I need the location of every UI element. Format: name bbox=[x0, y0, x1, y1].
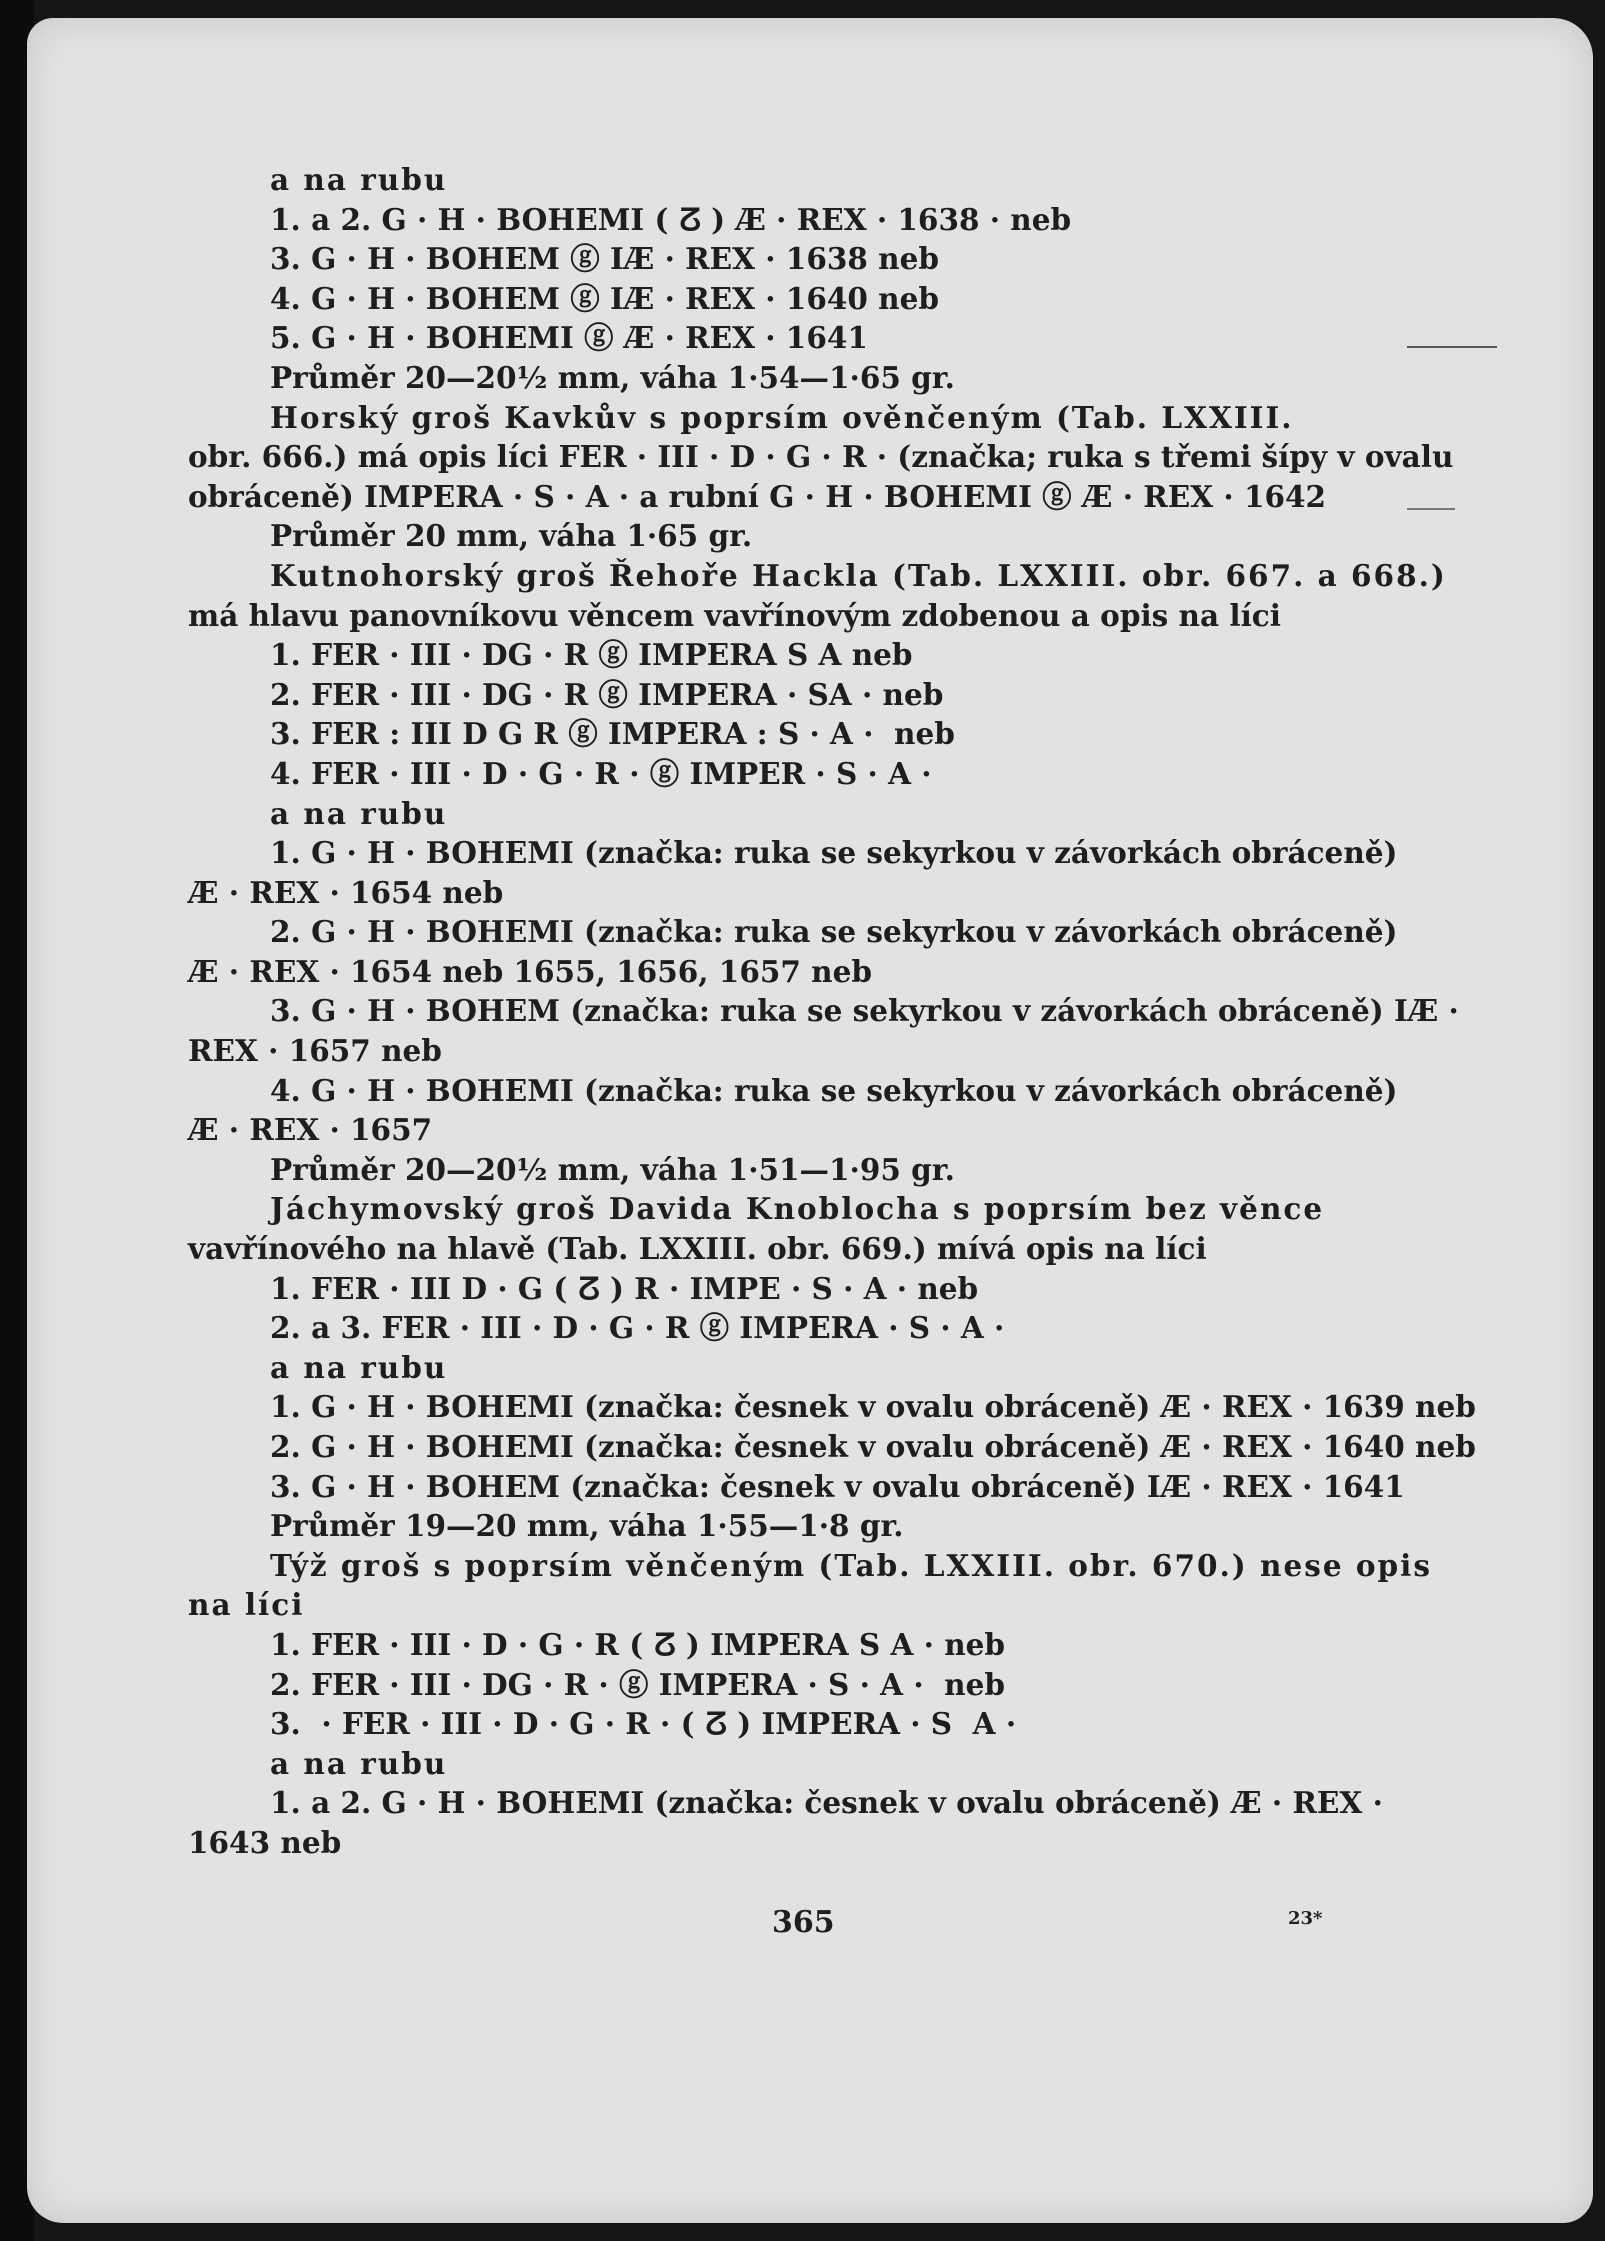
text-line: 3. G · H · BOHEM (značka: ruka se sekyrkou v závorkách obráceně) IÆ · bbox=[270, 993, 1459, 1029]
text-line: 3. FER : III D G R ⓖ IMPERA : S · A · neb bbox=[270, 716, 955, 752]
text-line: Týž groš s poprsím věnčeným (Tab. LXXIII. obr. 670.) nese opis bbox=[270, 1547, 1432, 1583]
text-line: 1. a 2. G · H · BOHEMI ( ⵒ ) Æ · REX · 1638 · neb bbox=[270, 201, 1072, 237]
text-line: Průměr 20 mm, váha 1·65 gr. bbox=[270, 518, 753, 554]
text-line: 3. G · H · BOHEM (značka: česnek v ovalu obráceně) IÆ · REX · 1641 bbox=[270, 1468, 1405, 1504]
margin-rule bbox=[1407, 508, 1455, 510]
text-line: Horský groš Kavkův s poprsím ověnčeným (Tab. LXXIII. bbox=[270, 399, 1294, 435]
text-line: obr. 666.) má opis líci FER · III · D · G · R · (značka; ruka s třemi šípy v ovalu bbox=[188, 439, 1454, 475]
text-line: 2. G · H · BOHEMI (značka: ruka se sekyrkou v závorkách obráceně) bbox=[270, 914, 1398, 950]
text-line: Průměr 20—20½ mm, váha 1·54—1·65 gr. bbox=[270, 359, 955, 395]
text-line: 1643 neb bbox=[188, 1824, 342, 1860]
text-line: REX · 1657 neb bbox=[188, 1033, 442, 1069]
text-line: a na rubu bbox=[270, 162, 448, 197]
text-line: Æ · REX · 1657 bbox=[188, 1112, 433, 1148]
text-line: má hlavu panovníkovu věncem vavřínovým zdobenou a opis na líci bbox=[188, 597, 1281, 633]
text-line: 2. FER · III · DG · R · ⓖ IMPERA · S · A · neb bbox=[270, 1666, 1005, 1702]
text-line: a na rubu bbox=[270, 1349, 448, 1385]
text-line: 1. FER · III · D · G · R ( ⵒ ) IMPERA S A · neb bbox=[270, 1626, 1006, 1662]
text-line: 4. G · H · BOHEMI (značka: ruka se sekyrkou v závorkách obráceně) bbox=[270, 1072, 1398, 1108]
text-line: 5. G · H · BOHEMI ⓖ Æ · REX · 1641 bbox=[270, 320, 868, 356]
text-line: 2. a 3. FER · III · D · G · R ⓖ IMPERA · S · A · bbox=[270, 1310, 1005, 1346]
text-line: 2. FER · III · DG · R ⓖ IMPERA · SA · neb bbox=[270, 676, 944, 712]
text-line: 1. G · H · BOHEMI (značka: česnek v ovalu obráceně) Æ · REX · 1639 neb bbox=[270, 1389, 1476, 1425]
text-line: a na rubu bbox=[270, 795, 448, 831]
text-line: Kutnohorský groš Řehoře Hackla (Tab. LXXIII. obr. 667. a 668.) bbox=[270, 557, 1447, 593]
text-line: Průměr 19—20 mm, váha 1·55—1·8 gr. bbox=[270, 1508, 904, 1544]
text-line: vavřínového na hlavě (Tab. LXXIII. obr. 669.) mívá opis na líci bbox=[188, 1231, 1207, 1267]
text-line: a na rubu bbox=[270, 1745, 448, 1781]
text-line: Æ · REX · 1654 neb 1655, 1656, 1657 neb bbox=[188, 953, 873, 989]
text-line: 1. FER · III D · G ( ⵒ ) R · IMPE · S · A · neb bbox=[270, 1270, 979, 1306]
signature-mark: 23* bbox=[1288, 1908, 1323, 1929]
text-line: Jáchymovský groš Davida Knoblocha s poprsím bez věnce bbox=[270, 1191, 1325, 1227]
text-line: obráceně) IMPERA · S · A · a rubní G · H · BOHEMI ⓖ Æ · REX · 1642 bbox=[188, 478, 1327, 514]
text-line: 2. G · H · BOHEMI (značka: česnek v ovalu obráceně) Æ · REX · 1640 neb bbox=[270, 1429, 1476, 1464]
text-line: 1. FER · III · DG · R ⓖ IMPERA S A neb bbox=[270, 637, 913, 673]
text-line: Æ · REX · 1654 neb bbox=[188, 874, 504, 910]
text-line: na líci bbox=[188, 1587, 305, 1623]
text-line: 4. FER · III · D · G · R · ⓖ IMPER · S · A · bbox=[270, 755, 932, 791]
text-line: 1. G · H · BOHEMI (značka: ruka se sekyrkou v závorkách obráceně) bbox=[270, 835, 1398, 871]
page-number: 365 bbox=[772, 1905, 835, 1940]
text-line: Průměr 20—20½ mm, váha 1·51—1·95 gr. bbox=[270, 1151, 955, 1187]
text-line: 3. G · H · BOHEM ⓖ IÆ · REX · 1638 neb bbox=[270, 241, 940, 277]
body-text bbox=[188, 160, 1476, 1863]
text-line: 1. a 2. G · H · BOHEMI (značka: česnek v ovalu obráceně) Æ · REX · bbox=[270, 1785, 1383, 1821]
text-line: 3. · FER · III · D · G · R · ( ⵒ ) IMPERA · S A · bbox=[270, 1706, 1017, 1742]
text-line: 4. G · H · BOHEM ⓖ IÆ · REX · 1640 neb bbox=[270, 280, 940, 316]
margin-rule bbox=[1407, 346, 1497, 348]
